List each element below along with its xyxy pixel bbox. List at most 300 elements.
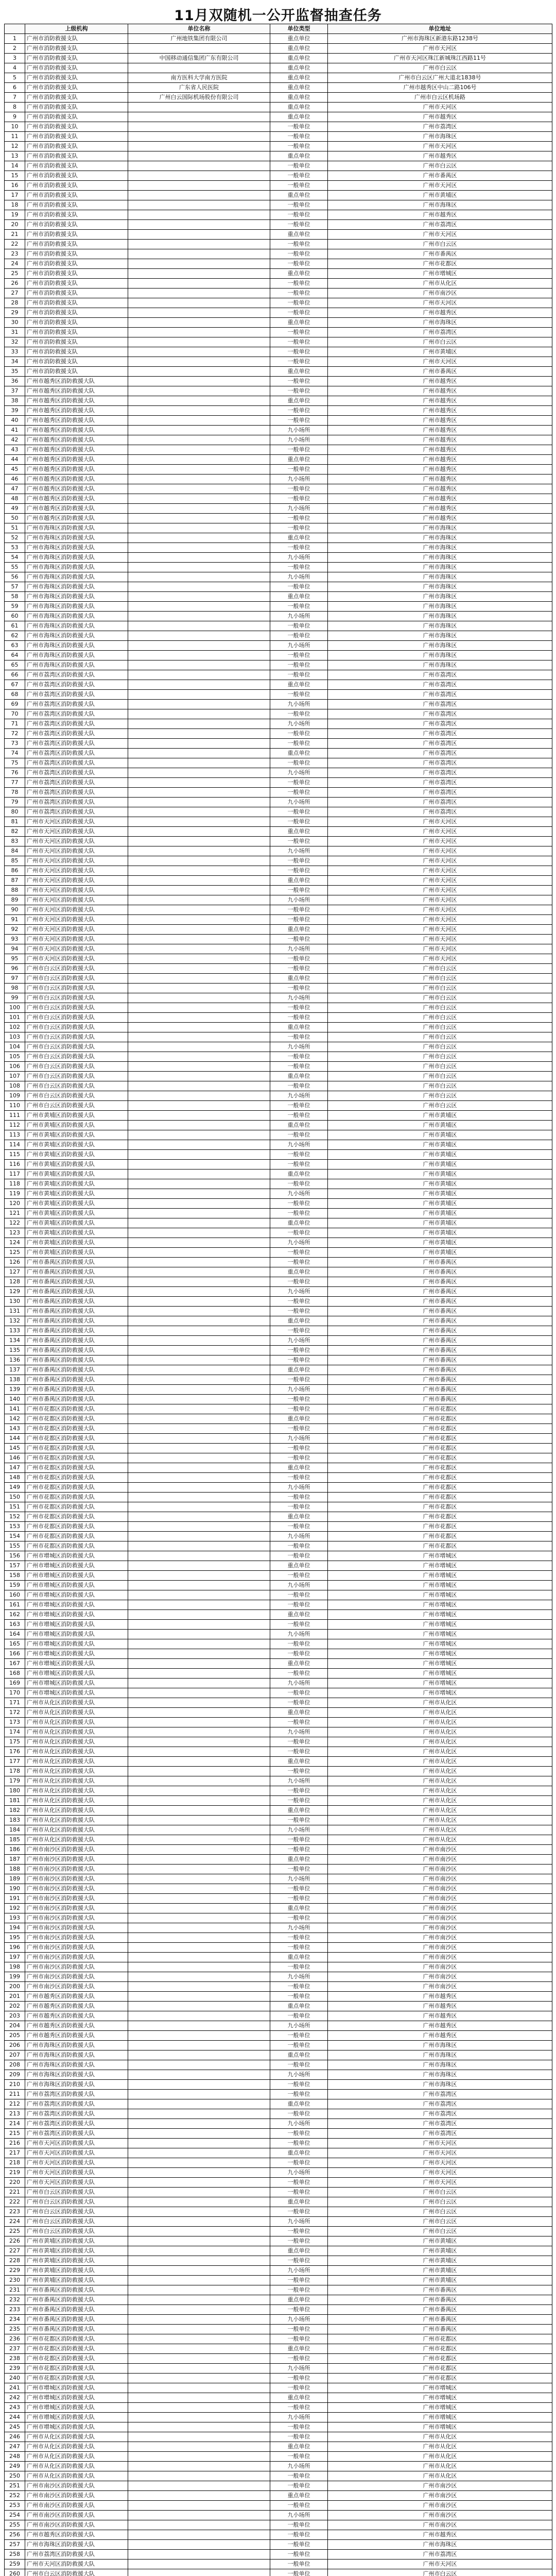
cell-unit-type: 一般单位	[270, 2374, 328, 2383]
table-row	[5, 161, 552, 171]
cell-parent-org: 广州市越秀区消防救援大队	[25, 465, 128, 474]
cell-seq: 32	[5, 337, 25, 347]
cell-unit-name	[128, 935, 270, 944]
cell-unit-type: 一般单位	[270, 1228, 328, 1238]
table-row	[5, 2315, 552, 2325]
cell-unit-name	[128, 612, 270, 621]
cell-unit-name	[128, 504, 270, 514]
cell-unit-name	[128, 2481, 270, 2491]
cell-unit-address: 广州市天河区	[328, 2158, 552, 2168]
cell-seq: 99	[5, 993, 25, 1003]
table-row	[5, 210, 552, 220]
cell-parent-org: 广州市黄埔区消防救援大队	[25, 1179, 128, 1189]
table-row	[5, 807, 552, 817]
cell-seq: 155	[5, 1541, 25, 1551]
table-row	[5, 2393, 552, 2403]
cell-unit-name	[128, 2383, 270, 2393]
cell-seq: 247	[5, 2442, 25, 2452]
cell-unit-address: 广州市荔湾区	[328, 2119, 552, 2129]
cell-unit-type: 一般单位	[270, 1081, 328, 1091]
cell-unit-address: 广州市白云区	[328, 2207, 552, 2217]
cell-unit-address: 广州市白云区	[328, 964, 552, 974]
cell-unit-type: 一般单位	[270, 2334, 328, 2344]
cell-parent-org: 广州市白云区消防救援大队	[25, 993, 128, 1003]
cell-parent-org: 广州市从化区消防救援大队	[25, 1757, 128, 1767]
cell-unit-address: 广州市白云区	[328, 1003, 552, 1013]
table-row	[5, 837, 552, 846]
cell-seq: 95	[5, 954, 25, 964]
cell-parent-org: 广州市番禺区消防救援大队	[25, 1287, 128, 1297]
cell-parent-org: 广州市从化区消防救援大队	[25, 1806, 128, 1816]
cell-seq: 102	[5, 1023, 25, 1032]
cell-unit-address: 广州市越秀区	[328, 2002, 552, 2011]
cell-parent-org: 广州市消防救援支队	[25, 132, 128, 142]
cell-unit-address: 广州市荔湾区	[328, 670, 552, 680]
cell-parent-org: 广州市黄埔区消防救援大队	[25, 1150, 128, 1160]
cell-unit-type: 重点单位	[270, 974, 328, 984]
cell-unit-type: 一般单位	[270, 249, 328, 259]
cell-parent-org: 广州市花都区消防救援大队	[25, 1473, 128, 1483]
cell-parent-org: 广州市番禺区消防救援大队	[25, 1277, 128, 1287]
cell-seq: 75	[5, 758, 25, 768]
cell-seq: 127	[5, 1267, 25, 1277]
cell-unit-type: 一般单位	[270, 886, 328, 895]
cell-unit-name	[128, 44, 270, 54]
cell-parent-org: 广州市消防救援支队	[25, 54, 128, 63]
table-row	[5, 1052, 552, 1062]
cell-unit-type: 一般单位	[270, 2520, 328, 2530]
cell-unit-type: 重点单位	[270, 63, 328, 73]
table-row	[5, 1904, 552, 1913]
table-row	[5, 1003, 552, 1013]
cell-parent-org: 广州市增城区消防救援大队	[25, 2413, 128, 2422]
cell-seq: 188	[5, 1865, 25, 1874]
cell-unit-address: 广州市越秀区	[328, 416, 552, 426]
cell-unit-type: 一般单位	[270, 2285, 328, 2295]
cell-unit-address: 广州市荔湾区	[328, 709, 552, 719]
table-row	[5, 504, 552, 514]
cell-unit-type: 一般单位	[270, 1150, 328, 1160]
cell-unit-name	[128, 2011, 270, 2021]
cell-seq: 198	[5, 1962, 25, 1972]
cell-seq: 56	[5, 572, 25, 582]
cell-unit-address: 广州市海珠区	[328, 200, 552, 210]
table-row	[5, 2403, 552, 2413]
cell-seq: 229	[5, 2266, 25, 2276]
cell-unit-address: 广州市黄埔区	[328, 1228, 552, 1238]
cell-seq: 50	[5, 514, 25, 523]
table-row	[5, 1913, 552, 1923]
cell-seq: 219	[5, 2168, 25, 2178]
cell-unit-address: 广州市增城区	[328, 2393, 552, 2403]
cell-seq: 46	[5, 474, 25, 484]
table-row	[5, 2413, 552, 2422]
cell-unit-address: 广州市黄埔区	[328, 2276, 552, 2285]
cell-unit-name	[128, 1943, 270, 1953]
cell-unit-name	[128, 377, 270, 386]
cell-unit-type: 九小场所	[270, 474, 328, 484]
table-row	[5, 2285, 552, 2295]
cell-parent-org: 广州市天河区消防救援大队	[25, 876, 128, 886]
cell-unit-name	[128, 1551, 270, 1561]
cell-parent-org: 广州市天河区消防救援大队	[25, 954, 128, 964]
table-row	[5, 895, 552, 905]
cell-unit-type: 一般单位	[270, 2501, 328, 2511]
cell-unit-name	[128, 2021, 270, 2031]
cell-unit-name	[128, 2246, 270, 2256]
table-row	[5, 1434, 552, 1444]
task-table	[4, 24, 552, 2576]
header-unit-type: 单位类型	[270, 24, 328, 34]
cell-unit-address: 广州市黄埔区	[328, 1130, 552, 1140]
cell-unit-name	[128, 1816, 270, 1825]
cell-parent-org: 广州市消防救援支队	[25, 73, 128, 83]
cell-parent-org: 广州市天河区消防救援大队	[25, 846, 128, 856]
table-row	[5, 1238, 552, 1248]
cell-parent-org: 广州市南沙区消防救援大队	[25, 2491, 128, 2501]
table-row	[5, 2462, 552, 2471]
cell-seq: 156	[5, 1551, 25, 1561]
cell-unit-name	[128, 2569, 270, 2576]
cell-unit-name: 南方医科大学南方医院	[128, 73, 270, 83]
cell-seq: 253	[5, 2501, 25, 2511]
cell-seq: 12	[5, 142, 25, 151]
cell-unit-name	[128, 2080, 270, 2090]
cell-unit-address: 广州市天河区	[328, 837, 552, 846]
cell-parent-org: 广州市越秀区消防救援大队	[25, 435, 128, 445]
cell-unit-type: 一般单位	[270, 2530, 328, 2540]
table-row	[5, 1806, 552, 1816]
cell-unit-name	[128, 1541, 270, 1551]
table-row	[5, 984, 552, 993]
cell-seq: 58	[5, 592, 25, 602]
table-row	[5, 2236, 552, 2246]
cell-unit-name	[128, 132, 270, 142]
cell-unit-address: 广州市增城区	[328, 1600, 552, 1610]
cell-unit-type: 一般单位	[270, 2560, 328, 2569]
cell-unit-type: 一般单位	[270, 1522, 328, 1532]
cell-parent-org: 广州市南沙区消防救援大队	[25, 1933, 128, 1943]
cell-seq: 20	[5, 220, 25, 230]
table-row	[5, 1424, 552, 1434]
cell-seq: 128	[5, 1277, 25, 1287]
table-row	[5, 2129, 552, 2139]
cell-unit-type: 九小场所	[270, 1091, 328, 1101]
cell-unit-name	[128, 2315, 270, 2325]
cell-unit-type: 一般单位	[270, 514, 328, 523]
cell-unit-type: 一般单位	[270, 758, 328, 768]
table-row	[5, 1737, 552, 1747]
cell-parent-org: 广州市黄埔区消防救援大队	[25, 1199, 128, 1209]
cell-parent-org: 广州市增城区消防救援大队	[25, 1688, 128, 1698]
cell-unit-name	[128, 1796, 270, 1806]
cell-unit-type: 重点单位	[270, 1121, 328, 1130]
cell-unit-name	[128, 2403, 270, 2413]
cell-unit-name	[128, 191, 270, 200]
cell-unit-type: 九小场所	[270, 1727, 328, 1737]
cell-unit-address: 广州市海珠区	[328, 318, 552, 328]
table-row	[5, 543, 552, 553]
cell-unit-name	[128, 680, 270, 690]
cell-seq: 69	[5, 700, 25, 709]
cell-unit-name	[128, 1767, 270, 1776]
cell-unit-type: 一般单位	[270, 2227, 328, 2236]
cell-unit-address: 广州市黄埔区	[328, 1189, 552, 1199]
cell-unit-type: 重点单位	[270, 1170, 328, 1179]
cell-seq: 176	[5, 1747, 25, 1757]
table-row	[5, 2569, 552, 2576]
cell-unit-address: 广州市增城区	[328, 1639, 552, 1649]
cell-unit-address: 广州市天河区	[328, 44, 552, 54]
cell-unit-type: 一般单位	[270, 1933, 328, 1943]
cell-seq: 39	[5, 406, 25, 416]
cell-unit-type: 一般单位	[270, 1307, 328, 1316]
cell-unit-name	[128, 2452, 270, 2462]
cell-unit-address: 广州市天河区	[328, 944, 552, 954]
cell-seq: 129	[5, 1287, 25, 1297]
table-row	[5, 1307, 552, 1316]
cell-seq: 123	[5, 1228, 25, 1238]
cell-parent-org: 广州市消防救援支队	[25, 308, 128, 318]
cell-parent-org: 广州市从化区消防救援大队	[25, 1737, 128, 1747]
cell-seq: 18	[5, 200, 25, 210]
cell-unit-type: 一般单位	[270, 289, 328, 298]
table-row	[5, 563, 552, 572]
table-row	[5, 856, 552, 866]
cell-unit-type: 一般单位	[270, 817, 328, 827]
cell-unit-address: 广州市南沙区	[328, 1865, 552, 1874]
cell-unit-address: 广州市荔湾区	[328, 220, 552, 230]
cell-unit-address: 广州市越秀区	[328, 377, 552, 386]
cell-seq: 256	[5, 2530, 25, 2540]
cell-unit-type: 重点单位	[270, 749, 328, 758]
cell-parent-org: 广州市从化区消防救援大队	[25, 1698, 128, 1708]
table-row	[5, 2031, 552, 2041]
cell-unit-type: 重点单位	[270, 1072, 328, 1081]
cell-unit-address: 广州市番禺区	[328, 1385, 552, 1395]
table-row	[5, 1385, 552, 1395]
cell-seq: 145	[5, 1444, 25, 1453]
cell-unit-name	[128, 798, 270, 807]
table-row	[5, 1032, 552, 1042]
cell-parent-org: 广州市消防救援支队	[25, 279, 128, 289]
cell-unit-address: 广州市越秀区	[328, 504, 552, 514]
cell-parent-org: 广州市花都区消防救援大队	[25, 1541, 128, 1551]
table-row	[5, 1610, 552, 1620]
cell-unit-type: 一般单位	[270, 1600, 328, 1610]
cell-unit-name	[128, 2158, 270, 2168]
cell-unit-address: 广州市白云区	[328, 1032, 552, 1042]
cell-unit-name	[128, 778, 270, 788]
cell-unit-name	[128, 1708, 270, 1718]
cell-unit-address: 广州市海珠区	[328, 2050, 552, 2060]
cell-parent-org: 广州市白云区消防救援大队	[25, 1101, 128, 1111]
table-row	[5, 416, 552, 426]
cell-unit-name	[128, 2041, 270, 2050]
cell-seq: 119	[5, 1189, 25, 1199]
cell-unit-address: 广州市黄埔区	[328, 1179, 552, 1189]
cell-unit-type: 一般单位	[270, 416, 328, 426]
cell-seq: 113	[5, 1130, 25, 1140]
cell-seq: 200	[5, 1982, 25, 1992]
cell-parent-org: 广州市天河区消防救援大队	[25, 827, 128, 837]
table-row	[5, 1962, 552, 1972]
cell-unit-name	[128, 367, 270, 377]
table-row	[5, 2080, 552, 2090]
cell-seq: 193	[5, 1913, 25, 1923]
cell-unit-address: 广州市白云区机场路	[328, 93, 552, 103]
cell-parent-org: 广州市越秀区消防救援大队	[25, 2021, 128, 2031]
cell-unit-address: 广州市荔湾区	[328, 2090, 552, 2099]
cell-seq: 90	[5, 905, 25, 915]
cell-unit-type: 一般单位	[270, 1209, 328, 1218]
table-row	[5, 1571, 552, 1581]
cell-unit-name	[128, 122, 270, 132]
cell-unit-name	[128, 2227, 270, 2236]
cell-parent-org: 广州市黄埔区消防救援大队	[25, 2256, 128, 2266]
table-row	[5, 132, 552, 142]
cell-unit-address: 广州市南沙区	[328, 2491, 552, 2501]
cell-unit-address: 广州市南沙区	[328, 2511, 552, 2520]
cell-unit-address: 广州市白云区	[328, 2188, 552, 2197]
cell-unit-type: 重点单位	[270, 44, 328, 54]
cell-parent-org: 广州市增城区消防救援大队	[25, 1659, 128, 1669]
cell-seq: 86	[5, 866, 25, 876]
cell-unit-type: 一般单位	[270, 2540, 328, 2550]
cell-seq: 2	[5, 44, 25, 54]
table-row	[5, 1825, 552, 1835]
table-row	[5, 259, 552, 269]
cell-seq: 80	[5, 807, 25, 817]
cell-unit-type: 一般单位	[270, 1395, 328, 1404]
table-row	[5, 2148, 552, 2158]
cell-unit-name	[128, 1081, 270, 1091]
table-row	[5, 93, 552, 103]
cell-parent-org: 广州市消防救援支队	[25, 298, 128, 308]
table-row	[5, 2207, 552, 2217]
cell-seq: 125	[5, 1248, 25, 1258]
cell-unit-name	[128, 2471, 270, 2481]
cell-unit-name	[128, 1121, 270, 1130]
cell-unit-address: 广州市白云区	[328, 1052, 552, 1062]
cell-unit-name	[128, 1228, 270, 1238]
cell-parent-org: 广州市南沙区消防救援大队	[25, 2511, 128, 2520]
cell-unit-type: 重点单位	[270, 1806, 328, 1816]
cell-seq: 24	[5, 259, 25, 269]
cell-seq: 11	[5, 132, 25, 142]
table-row	[5, 1189, 552, 1199]
cell-seq: 150	[5, 1493, 25, 1502]
cell-parent-org: 广州市消防救援支队	[25, 171, 128, 181]
cell-parent-org: 广州市黄埔区消防救援大队	[25, 1238, 128, 1248]
cell-parent-org: 广州市白云区消防救援大队	[25, 1042, 128, 1052]
cell-parent-org: 广州市番禺区消防救援大队	[25, 1316, 128, 1326]
cell-seq: 163	[5, 1620, 25, 1630]
cell-unit-type: 一般单位	[270, 915, 328, 925]
cell-unit-address: 广州市白云区	[328, 161, 552, 171]
cell-unit-type: 重点单位	[270, 1267, 328, 1277]
table-row	[5, 1718, 552, 1727]
table-row	[5, 1835, 552, 1845]
cell-unit-address: 广州市花都区	[328, 2354, 552, 2364]
table-row	[5, 474, 552, 484]
cell-unit-type: 九小场所	[270, 2217, 328, 2227]
header-unit-name: 单位名称	[128, 24, 270, 34]
cell-unit-address: 广州市海珠区	[328, 543, 552, 553]
table-row	[5, 406, 552, 416]
cell-unit-name	[128, 1649, 270, 1659]
cell-parent-org: 广州市消防救援支队	[25, 318, 128, 328]
cell-parent-org: 广州市番禺区消防救援大队	[25, 2295, 128, 2305]
cell-unit-name	[128, 729, 270, 739]
cell-unit-name	[128, 964, 270, 974]
table-row	[5, 2041, 552, 2050]
cell-unit-type: 九小场所	[270, 1385, 328, 1395]
cell-unit-name	[128, 1620, 270, 1630]
cell-seq: 226	[5, 2236, 25, 2246]
cell-seq: 14	[5, 161, 25, 171]
cell-unit-address: 广州市从化区	[328, 1737, 552, 1747]
cell-unit-name	[128, 2550, 270, 2560]
cell-unit-type: 一般单位	[270, 1179, 328, 1189]
cell-unit-name	[128, 592, 270, 602]
cell-unit-type: 重点单位	[270, 455, 328, 465]
cell-unit-type: 一般单位	[270, 2550, 328, 2560]
cell-unit-type: 九小场所	[270, 798, 328, 807]
table-row	[5, 1444, 552, 1453]
cell-unit-name	[128, 1013, 270, 1023]
cell-unit-address: 广州市越秀区	[328, 2011, 552, 2021]
table-row	[5, 1493, 552, 1502]
cell-seq: 34	[5, 357, 25, 367]
cell-parent-org: 广州市海珠区消防救援大队	[25, 612, 128, 621]
cell-unit-type: 一般单位	[270, 602, 328, 612]
cell-unit-name	[128, 846, 270, 856]
cell-parent-org: 广州市番禺区消防救援大队	[25, 1307, 128, 1316]
cell-unit-name	[128, 2148, 270, 2158]
cell-unit-address: 广州市天河区	[328, 895, 552, 905]
cell-unit-type: 一般单位	[270, 1052, 328, 1062]
cell-unit-name	[128, 1630, 270, 1639]
cell-unit-address: 广州市番禺区	[328, 2315, 552, 2325]
table-row	[5, 886, 552, 895]
cell-unit-type: 一般单位	[270, 1649, 328, 1659]
cell-unit-type: 一般单位	[270, 2325, 328, 2334]
cell-unit-address: 广州市番禺区	[328, 2295, 552, 2305]
cell-unit-address: 广州市海珠区	[328, 132, 552, 142]
cell-unit-address: 广州市荔湾区	[328, 788, 552, 798]
cell-unit-type: 九小场所	[270, 1483, 328, 1493]
cell-unit-type: 一般单位	[270, 484, 328, 494]
table-row	[5, 1013, 552, 1023]
cell-seq: 158	[5, 1571, 25, 1581]
cell-unit-address: 广州市荔湾区	[328, 739, 552, 749]
table-row	[5, 1160, 552, 1170]
cell-unit-type: 一般单位	[270, 494, 328, 504]
cell-parent-org: 广州市南沙区消防救援大队	[25, 1982, 128, 1992]
cell-parent-org: 广州市黄埔区消防救援大队	[25, 1111, 128, 1121]
cell-seq: 216	[5, 2139, 25, 2148]
cell-unit-name	[128, 533, 270, 543]
cell-seq: 185	[5, 1835, 25, 1845]
cell-seq: 189	[5, 1874, 25, 1884]
table-row	[5, 621, 552, 631]
cell-unit-type: 一般单位	[270, 1835, 328, 1845]
cell-unit-type: 一般单位	[270, 709, 328, 719]
cell-unit-address: 广州市海珠区	[328, 612, 552, 621]
table-row	[5, 1326, 552, 1336]
cell-unit-address: 广州市花都区	[328, 2364, 552, 2374]
